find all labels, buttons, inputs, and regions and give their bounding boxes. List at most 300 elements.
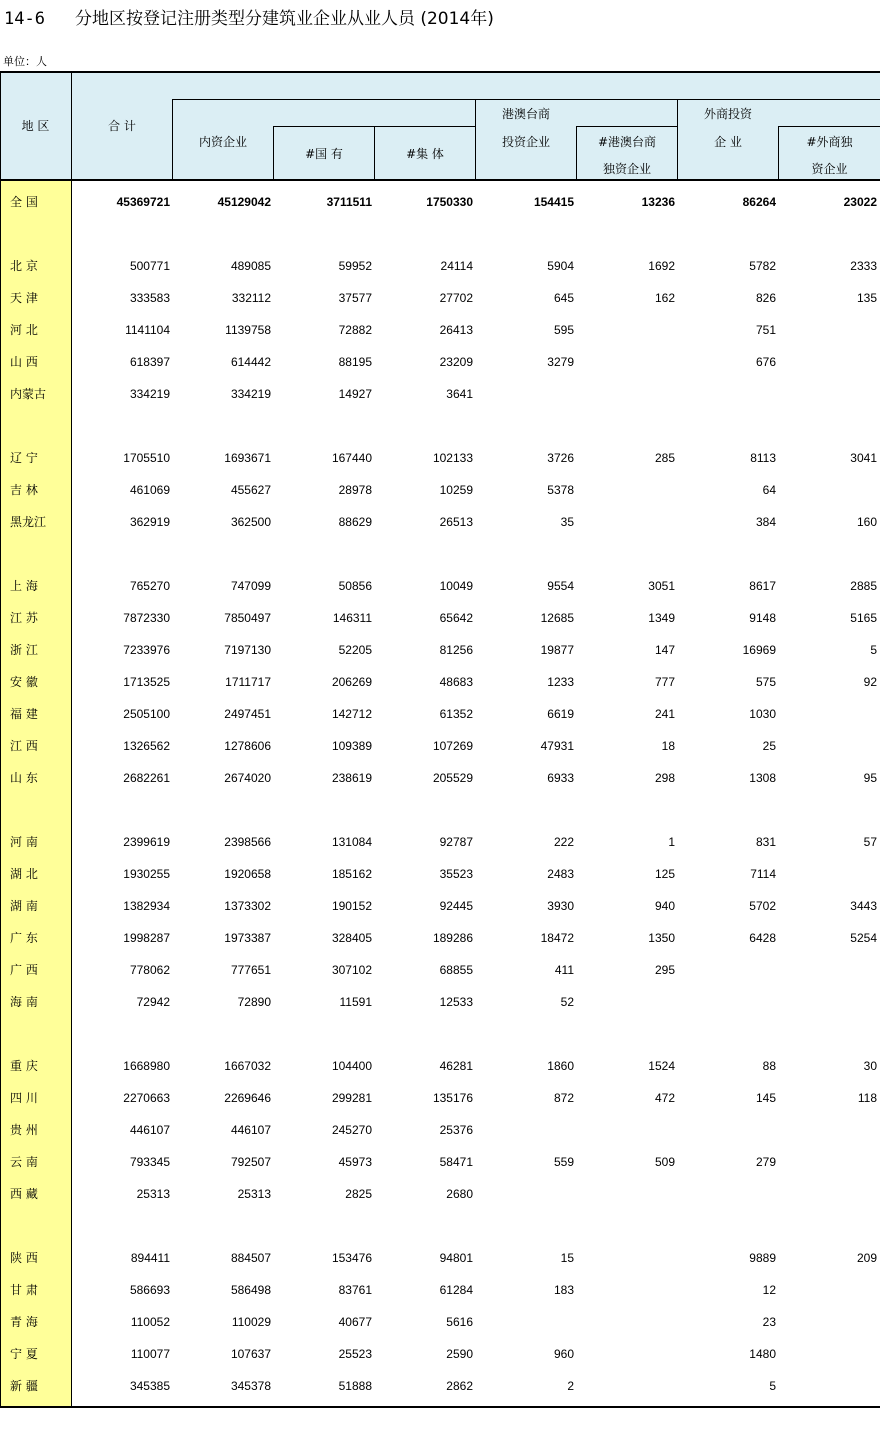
region-name: 山 西 <box>10 355 38 369</box>
cell-state-owned: 299281 <box>331 1091 372 1105</box>
cell-hkmt-sole: 472 <box>654 1091 675 1105</box>
cell-foreign-sole <box>777 480 877 500</box>
cell-domestic: 2269646 <box>224 1091 271 1105</box>
cell-foreign: 751 <box>755 323 776 337</box>
cell-collective: 61284 <box>439 1283 473 1297</box>
header-foreign-sole-line2: 资企业 <box>811 162 848 176</box>
region-name: 上 海 <box>10 579 38 593</box>
cell-domestic: 1667032 <box>224 1059 271 1073</box>
cell-foreign-sole: 5165 <box>850 611 877 625</box>
cell-domestic: 1973387 <box>224 931 271 945</box>
cell-total: 2270663 <box>123 1091 170 1105</box>
cell-hkmt <box>474 1184 574 1204</box>
region-name: 湖 南 <box>10 899 38 913</box>
cell-foreign-sole <box>777 352 877 372</box>
cell-foreign-sole: 118 <box>857 1091 877 1105</box>
cell-foreign-sole: 5 <box>870 643 877 657</box>
cell-foreign: 5782 <box>749 259 776 273</box>
cell-domestic: 107637 <box>230 1347 271 1361</box>
cell-state-owned: 51888 <box>338 1379 372 1393</box>
cell-collective: 68855 <box>439 963 473 977</box>
region-name: 陕 西 <box>10 1251 38 1265</box>
cell-state-owned: 52205 <box>338 643 372 657</box>
cell-foreign <box>676 960 776 980</box>
table-row <box>0 384 880 404</box>
cell-state-owned: 11591 <box>339 995 372 1009</box>
table-row <box>0 352 880 372</box>
table-row <box>0 768 880 788</box>
cell-foreign: 1480 <box>749 1347 776 1361</box>
cell-foreign: 1030 <box>749 707 776 721</box>
cell-hkmt-sole: 162 <box>654 291 675 305</box>
cell-state-owned: 45973 <box>338 1155 372 1169</box>
cell-foreign: 826 <box>755 291 776 305</box>
cell-collective: 102133 <box>432 451 473 465</box>
cell-total: 1141104 <box>125 323 170 337</box>
region-name: 宁 夏 <box>10 1347 38 1361</box>
cell-hkmt: 18472 <box>540 931 574 945</box>
cell-collective: 107269 <box>432 739 473 753</box>
cell-total: 778062 <box>129 963 170 977</box>
region-name: 河 南 <box>10 835 38 849</box>
cell-state-owned: 14927 <box>338 387 372 401</box>
table-row <box>0 448 880 468</box>
cell-hkmt: 9554 <box>547 579 574 593</box>
cell-foreign: 575 <box>755 675 776 689</box>
cell-total: 2505100 <box>123 707 170 721</box>
cell-foreign-sole <box>777 384 877 404</box>
cell-hkmt: 960 <box>553 1347 574 1361</box>
cell-foreign-sole: 3443 <box>850 899 877 913</box>
cell-state-owned: 3711511 <box>326 195 372 209</box>
cell-foreign-sole <box>777 992 877 1012</box>
cell-state-owned: 104400 <box>331 1059 372 1073</box>
cell-hkmt <box>474 1312 574 1332</box>
cell-total: 362919 <box>129 515 170 529</box>
cell-domestic: 614442 <box>230 355 271 369</box>
cell-hkmt-sole: 241 <box>654 707 675 721</box>
cell-hkmt-sole: 777 <box>654 675 675 689</box>
region-name: 福 建 <box>10 707 38 721</box>
cell-hkmt: 6933 <box>547 771 574 785</box>
cell-hkmt: 12685 <box>540 611 574 625</box>
cell-total: 345385 <box>129 1379 170 1393</box>
cell-state-owned: 238619 <box>331 771 372 785</box>
cell-foreign-sole <box>777 1120 877 1140</box>
table-row <box>0 1280 880 1300</box>
cell-hkmt: 645 <box>553 291 574 305</box>
cell-hkmt: 222 <box>553 835 574 849</box>
table-row <box>0 928 880 948</box>
cell-foreign-sole <box>777 704 877 724</box>
cell-domestic: 2398566 <box>224 835 271 849</box>
cell-collective: 81256 <box>439 643 473 657</box>
table-row <box>0 960 880 980</box>
header-hkmt-sole-line1: #港澳台商 <box>597 135 657 149</box>
cell-domestic: 446107 <box>230 1123 271 1137</box>
cell-collective: 12533 <box>439 995 473 1009</box>
cell-hkmt-sole <box>575 1376 675 1396</box>
region-name: 辽 宁 <box>10 451 38 465</box>
region-name: 安 徽 <box>10 675 38 689</box>
table-row <box>0 1248 880 1268</box>
cell-hkmt-sole: 295 <box>654 963 675 977</box>
cell-hkmt-sole: 1350 <box>648 931 675 945</box>
cell-collective: 135176 <box>432 1091 473 1105</box>
cell-collective: 2590 <box>446 1347 473 1361</box>
cell-total: 2682261 <box>123 771 170 785</box>
cell-collective: 35523 <box>439 867 473 881</box>
cell-collective: 189286 <box>432 931 473 945</box>
cell-total: 500771 <box>129 259 170 273</box>
cell-hkmt-sole <box>575 1344 675 1364</box>
cell-domestic: 7850497 <box>224 611 271 625</box>
cell-collective: 65642 <box>439 611 473 625</box>
table-row <box>0 608 880 628</box>
cell-total: 7233976 <box>123 643 170 657</box>
cell-foreign: 831 <box>755 835 776 849</box>
region-name: 海 南 <box>10 995 38 1009</box>
cell-state-owned: 2825 <box>345 1187 372 1201</box>
cell-hkmt-sole: 13236 <box>641 195 675 209</box>
cell-total: 894411 <box>130 1251 170 1265</box>
cell-hkmt-sole <box>575 1312 675 1332</box>
cell-hkmt: 5904 <box>547 259 574 273</box>
table-bottom-rule <box>0 1406 880 1408</box>
cell-state-owned: 83761 <box>338 1283 372 1297</box>
table-row <box>0 1088 880 1108</box>
cell-collective: 2862 <box>446 1379 473 1393</box>
table-row <box>0 1344 880 1364</box>
cell-hkmt-sole <box>575 1280 675 1300</box>
header-hkmt-line2: 投资企业 <box>501 135 550 149</box>
cell-hkmt: 52 <box>560 995 574 1009</box>
cell-foreign-sole <box>777 1344 877 1364</box>
cell-hkmt-sole: 940 <box>654 899 675 913</box>
table-row <box>0 1184 880 1204</box>
cell-foreign-sole <box>777 736 877 756</box>
cell-foreign: 16969 <box>742 643 776 657</box>
cell-hkmt-sole: 18 <box>661 739 675 753</box>
cell-collective: 46281 <box>439 1059 473 1073</box>
cell-state-owned: 88195 <box>338 355 372 369</box>
cell-foreign: 676 <box>755 355 776 369</box>
cell-collective: 26513 <box>439 515 473 529</box>
cell-hkmt-sole: 1 <box>668 835 675 849</box>
cell-hkmt-sole <box>575 992 675 1012</box>
cell-hkmt: 154415 <box>533 195 574 209</box>
cell-hkmt: 183 <box>553 1283 574 1297</box>
cell-hkmt: 3279 <box>547 355 574 369</box>
region-name: 广 西 <box>10 963 38 977</box>
table-left-rule <box>0 181 1 1407</box>
cell-collective: 1750330 <box>426 195 473 209</box>
cell-collective: 25376 <box>439 1123 473 1137</box>
cell-foreign-sole <box>777 1280 877 1300</box>
unit-label: 单位：人 <box>3 55 47 68</box>
cell-collective: 92787 <box>439 835 473 849</box>
region-name: 浙 江 <box>10 643 38 657</box>
cell-collective: 24114 <box>440 259 473 273</box>
header-hkmt-sole-line2: 独资企业 <box>602 162 651 176</box>
cell-foreign: 25 <box>762 739 776 753</box>
header-foreign-line2: 企 业 <box>714 135 742 149</box>
cell-state-owned: 185162 <box>331 867 372 881</box>
cell-hkmt: 872 <box>553 1091 574 1105</box>
cell-domestic: 1139758 <box>225 323 271 337</box>
region-name: 湖 北 <box>10 867 38 881</box>
cell-hkmt: 15 <box>560 1251 574 1265</box>
cell-foreign-sole: 23022 <box>843 195 877 209</box>
cell-domestic: 1693671 <box>224 451 271 465</box>
region-name: 黑龙江 <box>10 515 47 529</box>
cell-total: 25313 <box>136 1187 170 1201</box>
cell-foreign <box>676 384 776 404</box>
cell-hkmt-sole: 1692 <box>648 259 675 273</box>
cell-domestic: 455627 <box>230 483 271 497</box>
table-row <box>0 256 880 276</box>
table-row <box>0 640 880 660</box>
table-row <box>0 512 880 532</box>
cell-foreign: 9148 <box>749 611 776 625</box>
cell-hkmt-sole: 1524 <box>648 1059 675 1073</box>
cell-foreign <box>676 1184 776 1204</box>
cell-foreign-sole <box>777 1152 877 1172</box>
cell-domestic: 1920658 <box>224 867 271 881</box>
cell-foreign-sole: 30 <box>863 1059 877 1073</box>
cell-state-owned: 131084 <box>331 835 372 849</box>
cell-collective: 94801 <box>439 1251 473 1265</box>
table-row <box>0 864 880 884</box>
cell-total: 7872330 <box>123 611 170 625</box>
table-row <box>0 832 880 852</box>
cell-hkmt-sole: 147 <box>654 643 675 657</box>
cell-state-owned: 153476 <box>331 1251 372 1265</box>
cell-foreign: 5 <box>769 1379 776 1393</box>
cell-total: 793345 <box>129 1155 170 1169</box>
table-row <box>0 1056 880 1076</box>
region-name: 广 东 <box>10 931 38 945</box>
cell-hkmt-sole: 3051 <box>648 579 675 593</box>
cell-foreign: 384 <box>755 515 776 529</box>
cell-domestic: 25313 <box>237 1187 271 1201</box>
table-row <box>0 576 880 596</box>
cell-hkmt-sole <box>575 352 675 372</box>
cell-foreign: 7114 <box>750 867 776 881</box>
cell-domestic: 7197130 <box>224 643 271 657</box>
cell-state-owned: 88629 <box>338 515 372 529</box>
cell-domestic: 1711717 <box>225 675 271 689</box>
cell-domestic: 1278606 <box>224 739 271 753</box>
table-row <box>0 896 880 916</box>
cell-foreign-sole <box>777 1376 877 1396</box>
cell-total: 1998287 <box>123 931 170 945</box>
cell-foreign: 279 <box>755 1155 776 1169</box>
cell-total: 586693 <box>129 1283 170 1297</box>
cell-total: 110052 <box>130 1315 170 1329</box>
region-name: 云 南 <box>10 1155 38 1169</box>
cell-total: 461069 <box>129 483 170 497</box>
cell-state-owned: 40677 <box>338 1315 372 1329</box>
region-name: 内蒙古 <box>10 387 47 401</box>
cell-hkmt: 1233 <box>547 675 574 689</box>
cell-state-owned: 167440 <box>331 451 372 465</box>
header-foreign-line1: 外商投资 <box>703 107 752 121</box>
cell-state-owned: 328405 <box>331 931 372 945</box>
region-name: 西 藏 <box>10 1187 38 1201</box>
cell-domestic: 747099 <box>230 579 271 593</box>
cell-foreign-sole: 5254 <box>850 931 877 945</box>
cell-hkmt-sole <box>575 320 675 340</box>
region-name: 河 北 <box>10 323 38 337</box>
cell-foreign: 86264 <box>742 195 776 209</box>
cell-state-owned: 146311 <box>332 611 372 625</box>
cell-domestic: 586498 <box>230 1283 271 1297</box>
cell-hkmt: 559 <box>553 1155 574 1169</box>
header-collective: #集 体 <box>406 147 444 161</box>
cell-collective: 61352 <box>439 707 473 721</box>
cell-foreign: 8617 <box>749 579 776 593</box>
cell-hkmt: 411 <box>554 963 574 977</box>
cell-domestic: 792507 <box>230 1155 271 1169</box>
table-row <box>0 704 880 724</box>
cell-total: 1930255 <box>123 867 170 881</box>
cell-foreign: 23 <box>762 1315 776 1329</box>
header-domestic: 内资企业 <box>198 135 247 149</box>
cell-collective: 10259 <box>439 483 473 497</box>
cell-state-owned: 142712 <box>331 707 372 721</box>
cell-foreign: 9889 <box>749 1251 776 1265</box>
cell-foreign-sole <box>777 864 877 884</box>
cell-total: 1326562 <box>123 739 170 753</box>
cell-foreign-sole: 3041 <box>850 451 877 465</box>
cell-hkmt-sole: 1349 <box>648 611 675 625</box>
header-total: 合 计 <box>108 119 136 133</box>
cell-foreign: 8113 <box>750 451 776 465</box>
cell-domestic: 110029 <box>231 1315 271 1329</box>
cell-state-owned: 50856 <box>338 579 372 593</box>
cell-foreign-sole <box>777 1184 877 1204</box>
cell-state-owned: 245270 <box>331 1123 372 1137</box>
cell-total: 333583 <box>129 291 170 305</box>
cell-hkmt: 2483 <box>547 867 574 881</box>
cell-state-owned: 37577 <box>338 291 372 305</box>
cell-domestic: 884507 <box>230 1251 271 1265</box>
cell-state-owned: 25523 <box>338 1347 372 1361</box>
cell-hkmt: 3930 <box>547 899 574 913</box>
cell-state-owned: 28978 <box>338 483 372 497</box>
cell-total: 618397 <box>129 355 170 369</box>
cell-domestic: 332112 <box>231 291 271 305</box>
table-number: 14-6 <box>4 9 45 29</box>
cell-collective: 48683 <box>439 675 473 689</box>
cell-hkmt-sole <box>575 1184 675 1204</box>
table-row <box>0 320 880 340</box>
cell-state-owned: 72882 <box>338 323 372 337</box>
cell-hkmt: 5378 <box>547 483 574 497</box>
region-name: 北 京 <box>10 259 38 273</box>
cell-foreign-sole: 209 <box>856 1251 877 1265</box>
cell-foreign: 12 <box>762 1283 776 1297</box>
cell-total: 2399619 <box>123 835 170 849</box>
table-row-national <box>0 192 880 212</box>
cell-collective: 2680 <box>446 1187 473 1201</box>
cell-hkmt-sole <box>575 480 675 500</box>
cell-state-owned: 307102 <box>331 963 372 977</box>
cell-domestic: 72890 <box>237 995 271 1009</box>
cell-total: 72942 <box>136 995 170 1009</box>
cell-hkmt-sole: 298 <box>654 771 675 785</box>
table-row <box>0 1376 880 1396</box>
cell-total: 1382934 <box>123 899 170 913</box>
region-name: 新 疆 <box>10 1379 38 1393</box>
table-row <box>0 992 880 1012</box>
cell-domestic: 45129042 <box>217 195 271 209</box>
region-name: 青 海 <box>10 1315 38 1329</box>
cell-hkmt: 35 <box>560 515 574 529</box>
cell-foreign-sole <box>777 1312 877 1332</box>
cell-domestic: 777651 <box>230 963 271 977</box>
cell-foreign-sole <box>777 960 877 980</box>
cell-foreign-sole: 2333 <box>850 259 877 273</box>
cell-hkmt-sole: 509 <box>654 1155 675 1169</box>
cell-hkmt-sole <box>575 384 675 404</box>
cell-collective: 3641 <box>446 387 473 401</box>
region-column-divider <box>71 181 72 1407</box>
region-name: 全 国 <box>10 195 38 209</box>
cell-domestic: 1373302 <box>224 899 271 913</box>
cell-domestic: 334219 <box>230 387 271 401</box>
cell-foreign <box>676 1120 776 1140</box>
cell-hkmt-sole <box>575 512 675 532</box>
header-region: 地 区 <box>21 119 50 133</box>
cell-hkmt-sole: 285 <box>654 451 675 465</box>
cell-foreign: 5702 <box>749 899 776 913</box>
cell-total: 1705510 <box>123 451 170 465</box>
cell-total: 334219 <box>129 387 170 401</box>
table-row <box>0 736 880 756</box>
cell-hkmt: 47931 <box>540 739 574 753</box>
table-row <box>0 1152 880 1172</box>
table-row <box>0 480 880 500</box>
header-foreign-sole-line1: #外商独 <box>806 135 853 149</box>
table-row <box>0 672 880 692</box>
cell-hkmt: 3726 <box>547 451 574 465</box>
cell-domestic: 345378 <box>230 1379 271 1393</box>
table-row <box>0 288 880 308</box>
cell-hkmt: 595 <box>553 323 574 337</box>
table-title: 分地区按登记注册类型分建筑业企业从业人员 (2014年) <box>74 9 494 29</box>
header-hkmt-line1: 港澳台商 <box>501 107 550 121</box>
cell-total: 1668980 <box>123 1059 170 1073</box>
cell-hkmt: 6619 <box>547 707 574 721</box>
cell-foreign-sole: 135 <box>856 291 877 305</box>
cell-foreign-sole: 160 <box>856 515 877 529</box>
cell-hkmt-sole <box>575 1248 675 1268</box>
cell-hkmt: 19877 <box>540 643 574 657</box>
cell-hkmt: 2 <box>567 1379 574 1393</box>
region-name: 吉 林 <box>10 483 38 497</box>
cell-domestic: 489085 <box>230 259 271 273</box>
cell-hkmt-sole <box>575 1120 675 1140</box>
cell-total: 446107 <box>129 1123 170 1137</box>
cell-foreign-sole: 2885 <box>850 579 877 593</box>
cell-collective: 27702 <box>439 291 473 305</box>
cell-total: 45369721 <box>116 195 170 209</box>
cell-foreign-sole: 57 <box>863 835 877 849</box>
cell-hkmt-sole: 125 <box>654 867 675 881</box>
region-name: 山 东 <box>10 771 38 785</box>
